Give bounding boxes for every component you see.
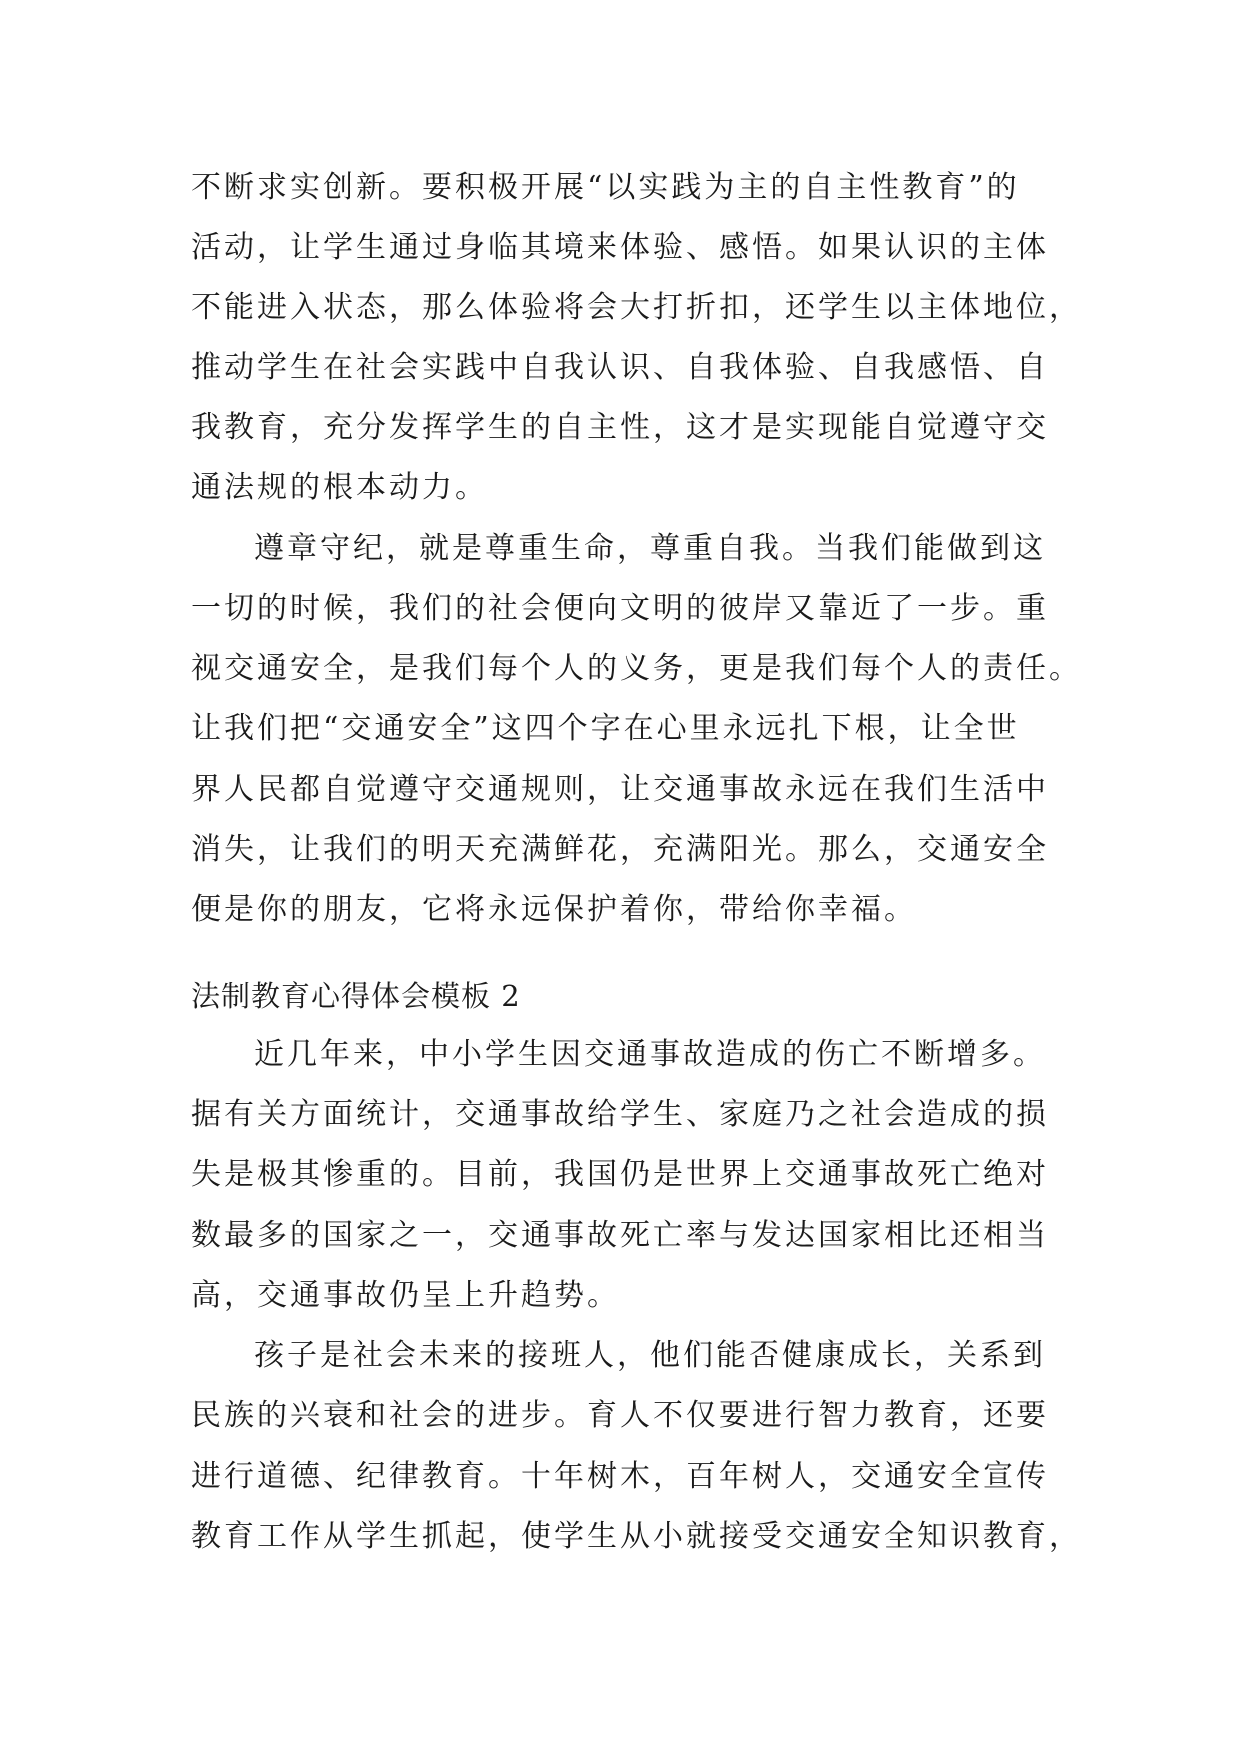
paragraph-2-line-3: 视交通安全，是我们每个人的义务，更是我们每个人的责任。 [191, 651, 1082, 686]
paragraph-4-line-1: 孩子是社会未来的接班人，他们能否健康成长，关系到 [254, 1338, 1046, 1373]
paragraph-2-line-7: 便是你的朋友，它将永远保护着你，带给你幸福。 [191, 892, 917, 927]
paragraph-3-line-4: 数最多的国家之一，交通事故死亡率与发达国家相比还相当 [191, 1218, 1049, 1253]
paragraph-2-line-2: 一切的时候，我们的社会便向文明的彼岸又靠近了一步。重 [191, 591, 1049, 626]
paragraph-3-line-3: 失是极其惨重的。目前，我国仍是世界上交通事故死亡绝对 [191, 1157, 1049, 1192]
paragraph-2-line-6: 消失，让我们的明天充满鲜花，充满阳光。那么，交通安全 [191, 832, 1049, 867]
paragraph-3-line-2: 据有关方面统计，交通事故给学生、家庭乃之社会造成的损 [191, 1097, 1049, 1132]
section-heading: 法制教育心得体会模板 2 [191, 979, 521, 1013]
paragraph-1-line-1: 不断求实创新。要积极开展“以实践为主的自主性教育”的 [191, 170, 1020, 205]
paragraph-4-line-2: 民族的兴衰和社会的进步。育人不仅要进行智力教育，还要 [191, 1398, 1049, 1433]
paragraph-1-line-2: 活动，让学生通过身临其境来体验、感悟。如果认识的主体 [191, 230, 1049, 265]
paragraph-2-line-5: 界人民都自觉遵守交通规则，让交通事故永远在我们生活中 [191, 772, 1049, 807]
paragraph-4-line-4: 教育工作从学生抓起，使学生从小就接受交通安全知识教育， [191, 1519, 1082, 1554]
paragraph-2-line-1: 遵章守纪，就是尊重生命，尊重自我。当我们能做到这 [254, 531, 1046, 566]
paragraph-3-line-5: 高，交通事故仍呈上升趋势。 [191, 1278, 620, 1313]
paragraph-1-line-4: 推动学生在社会实践中自我认识、自我体验、自我感悟、自 [191, 350, 1049, 385]
paragraph-3-line-1: 近几年来，中小学生因交通事故造成的伤亡不断增多。 [254, 1037, 1046, 1072]
paragraph-1-line-3: 不能进入状态，那么体验将会大打折扣，还学生以主体地位， [191, 290, 1082, 325]
paragraph-1-line-6: 通法规的根本动力。 [191, 470, 488, 505]
paragraph-4-line-3: 进行道德、纪律教育。十年树木，百年树人，交通安全宣传 [191, 1459, 1049, 1494]
paragraph-2-line-4: 让我们把“交通安全”这四个字在心里永远扎下根，让全世 [191, 711, 1020, 746]
paragraph-1-line-5: 我教育，充分发挥学生的自主性，这才是实现能自觉遵守交 [191, 410, 1049, 445]
